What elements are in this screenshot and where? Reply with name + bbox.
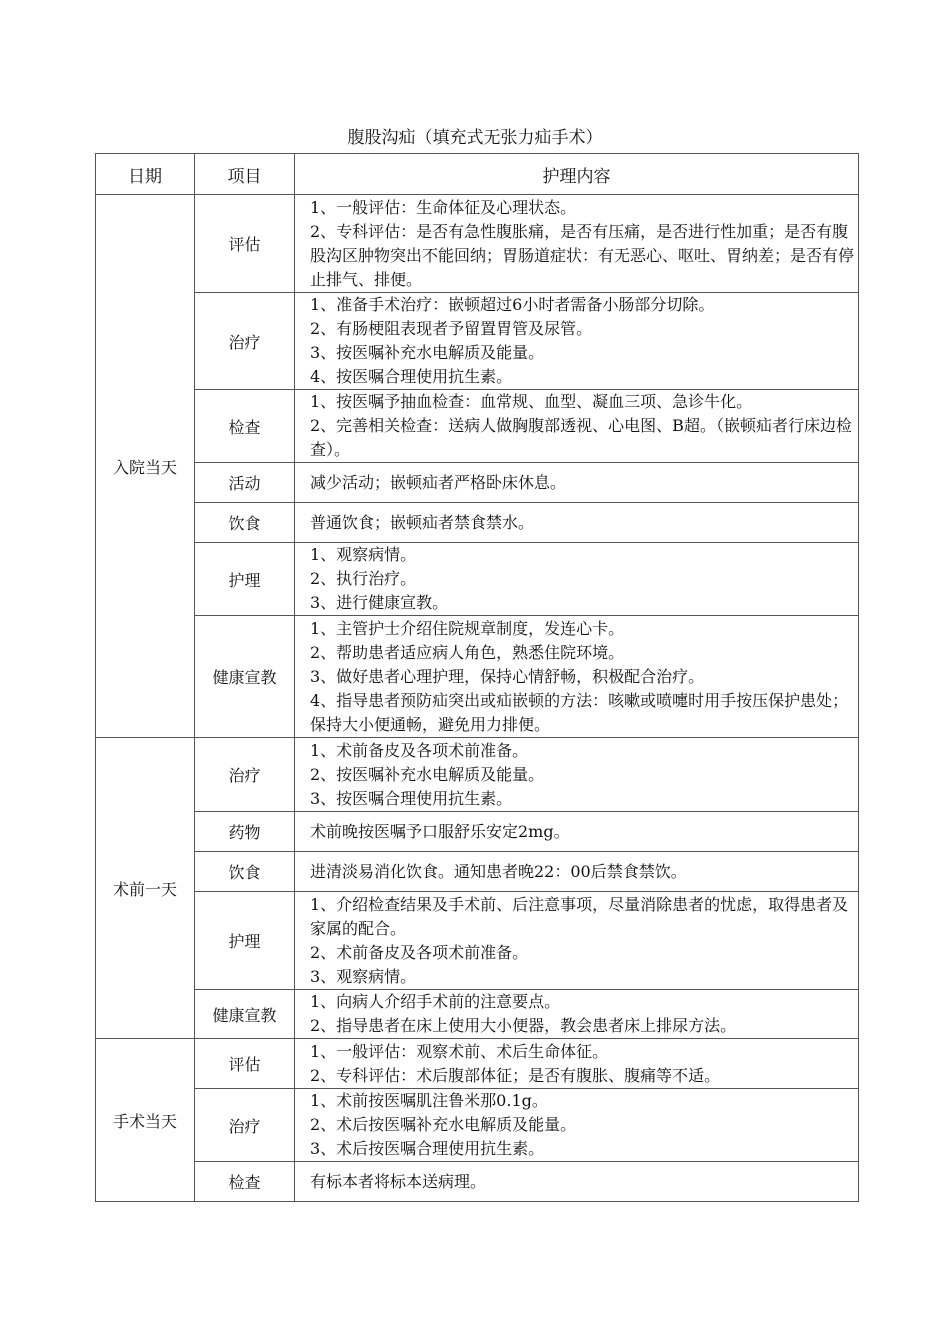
content-line: 1、准备手术治疗：嵌顿超过6小时者需备小肠部分切除。: [310, 295, 715, 314]
header-item: 项目: [195, 154, 295, 195]
content-line: 2、术后按医嘱补充水电解质及能量。: [310, 1115, 577, 1134]
header-row: [96, 154, 859, 195]
content-line: 2、术前备皮及各项术前准备。: [310, 942, 529, 962]
content-line: 1、观察病情。: [310, 545, 417, 564]
content-cell: [295, 738, 859, 812]
content-line: 1、介绍检查结果及手术前、后注意事项，尽量消除患者的忧虑，取得患者及家属的配合。: [310, 894, 849, 938]
table-row: [96, 738, 859, 812]
content-line: 2、指导患者在床上使用大小便器，教会患者床上排尿方法。: [310, 1016, 737, 1035]
content-line: 3、按医嘱补充水电解质及能量。: [310, 343, 545, 362]
day-cell: 手术当天: [96, 1039, 195, 1202]
item-cell: 治疗: [195, 293, 295, 390]
content-line: 2、执行治疗。: [310, 569, 417, 588]
content-line: 1、主管护士介绍住院规章制度，发连心卡。: [310, 618, 625, 638]
content-cell: [295, 1089, 859, 1162]
content-line: 2、专科评估：术后腹部体征；是否有腹胀、腹痛等不适。: [310, 1065, 721, 1085]
content-line: 2、帮助患者适应病人角色，熟悉住院环境。: [310, 642, 625, 662]
item-cell: 健康宣教: [195, 990, 295, 1039]
item-cell: 治疗: [195, 1089, 295, 1162]
table-row: [96, 892, 859, 990]
content-cell: [295, 293, 859, 390]
content-cell: [295, 1039, 859, 1089]
content-cell: [295, 543, 859, 616]
content-line: 2、专科评估：是否有急性腹胀痛，是否有压痛，是否进行性加重；是否有腹股沟区肿物突出不能回纳；胃肠道症状：有无恶心、呕吐、胃纳差；是否有停止排气、排便。: [310, 221, 855, 289]
content-cell: [295, 503, 859, 543]
item-cell: 护理: [195, 892, 295, 990]
content-line: 1、术前备皮及各项术前准备。: [310, 740, 529, 760]
table-row: [96, 463, 859, 503]
content-line: 1、按医嘱予抽血检查：血常规、血型、凝血三项、急诊牛化。: [310, 392, 753, 411]
table-row: [96, 503, 859, 543]
content-cell: [295, 463, 859, 503]
content-cell: [295, 390, 859, 463]
item-cell: 检查: [195, 1162, 295, 1202]
table-row: [96, 812, 859, 852]
header-content: 护理内容: [295, 154, 859, 195]
content-cell: [295, 616, 859, 738]
content-cell: [295, 1162, 859, 1202]
content-cell: [295, 812, 859, 852]
item-cell: 评估: [195, 1039, 295, 1089]
content-line: 术前晚按医嘱予口服舒乐安定2mg。: [310, 821, 570, 841]
table-row: [96, 543, 859, 616]
table-row: [96, 1089, 859, 1162]
content-cell: [295, 195, 859, 293]
table-row: [96, 1162, 859, 1202]
item-cell: 评估: [195, 195, 295, 293]
content-cell: [295, 892, 859, 990]
content-line: 3、做好患者心理护理，保持心情舒畅，积极配合治疗。: [310, 666, 705, 686]
content-line: 1、术前按医嘱肌注鲁米那0.1g。: [310, 1091, 548, 1110]
content-cell: [295, 990, 859, 1039]
item-cell: 检查: [195, 390, 295, 463]
content-line: 进清淡易消化饮食。通知患者晚22：00后禁食禁饮。: [310, 861, 687, 881]
day-cell: 入院当天: [96, 195, 195, 738]
content-line: 1、一般评估：观察术前、术后生命体征。: [310, 1041, 609, 1061]
content-line: 3、观察病情。: [310, 966, 417, 986]
content-line: 1、一般评估：生命体征及心理状态。: [310, 197, 577, 217]
content-line: 2、有肠梗阻表现者予留置胃管及尿管。: [310, 319, 593, 338]
item-cell: 护理: [195, 543, 295, 616]
content-line: 3、术后按医嘱合理使用抗生素。: [310, 1139, 545, 1158]
item-cell: 饮食: [195, 852, 295, 892]
day-cell: 术前一天: [96, 738, 195, 1039]
content-line: 3、按医嘱合理使用抗生素。: [310, 788, 513, 808]
content-cell: [295, 852, 859, 892]
header-date: 日期: [96, 154, 195, 195]
item-cell: 药物: [195, 812, 295, 852]
item-cell: 治疗: [195, 738, 295, 812]
table-row: [96, 195, 859, 293]
table-row: [96, 1039, 859, 1089]
content-line: 1、向病人介绍手术前的注意要点。: [310, 992, 561, 1011]
content-line: 2、按医嘱补充水电解质及能量。: [310, 764, 545, 784]
content-line: 4、按医嘱合理使用抗生素。: [310, 367, 513, 386]
care-plan-table: [95, 153, 859, 1202]
content-line: 普通饮食；嵌顿疝者禁食禁水。: [310, 512, 535, 532]
content-line: 4、指导患者预防疝突出或疝嵌顿的方法：咳嗽或喷嚏时用手按压保护患处；保持大小便通畅，避免用力排便。: [310, 690, 849, 734]
item-cell: 活动: [195, 463, 295, 503]
table-row: [96, 616, 859, 738]
content-line: 减少活动；嵌顿疝者严格卧床休息。: [310, 472, 567, 492]
item-cell: 健康宣教: [195, 616, 295, 738]
page-title: 腹股沟疝（填充式无张力疝手术）: [347, 128, 603, 148]
table-row: [96, 990, 859, 1039]
table-row: [96, 293, 859, 390]
content-line: 3、进行健康宣教。: [310, 593, 449, 612]
item-cell: 饮食: [195, 503, 295, 543]
content-line: 2、完善相关检查：送病人做胸腹部透视、心电图、B超。（嵌顿疝者行床边检查）。: [310, 416, 852, 459]
content-line: 有标本者将标本送病理。: [310, 1171, 487, 1191]
table-row: [96, 390, 859, 463]
table-row: [96, 852, 859, 892]
